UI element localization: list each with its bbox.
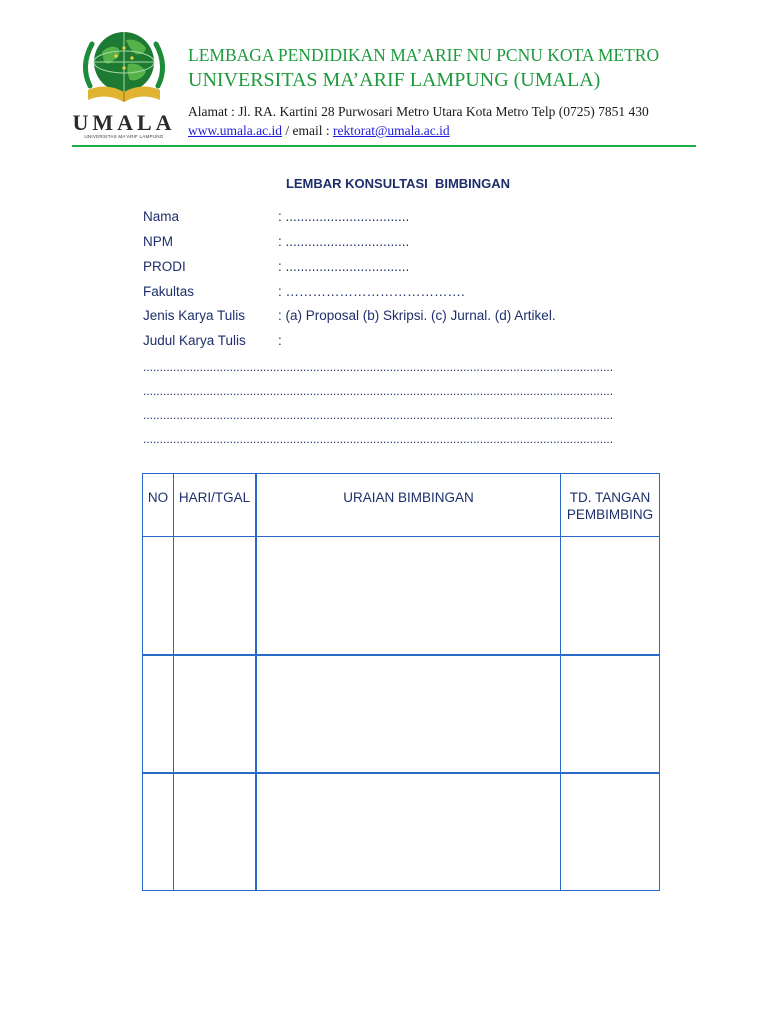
consultation-table	[142, 473, 660, 891]
row-divider	[143, 536, 659, 537]
dotted-line: .............................................................................................................................................	[143, 384, 614, 398]
logo-wordmark: UMALA	[72, 110, 176, 135]
institution-name: LEMBAGA PENDIDIKAN MA’ARIF NU PCNU KOTA METRO	[188, 45, 660, 65]
logo-subtitle: UNIVERSITAS MA'ARIF LAMPUNG	[84, 134, 164, 139]
header-uraian-bimbingan: URAIAN BIMBINGAN	[343, 490, 474, 505]
field-label: NPM	[143, 234, 173, 249]
field-label: Judul Karya Tulis	[143, 333, 246, 348]
field-label: Fakultas	[143, 284, 195, 299]
header-td-tangan: TD. TANGAN	[569, 490, 651, 505]
document-title: LEMBAR KONSULTASI BIMBINGAN	[285, 176, 511, 191]
field-label: PRODI	[143, 259, 186, 274]
dotted-line: .............................................................................................................................................	[143, 408, 614, 422]
dotted-line: .............................................................................................................................................	[143, 360, 614, 374]
dotted-line: .............................................................................................................................................	[143, 432, 614, 446]
field-value: : .................................	[278, 234, 410, 249]
umala-logo	[70, 26, 178, 144]
header-pembimbing: PEMBIMBING	[566, 507, 654, 522]
globe-book-logo-icon	[70, 26, 178, 110]
field-label: Jenis Karya Tulis	[143, 308, 246, 323]
field-value: : ………………………………….	[278, 284, 465, 299]
header-divider	[72, 145, 696, 147]
field-value: :	[278, 333, 282, 348]
row-divider	[143, 654, 659, 656]
row-divider	[143, 772, 659, 774]
field-value: : .................................	[278, 259, 410, 274]
email-link[interactable]: rektorat@umala.ac.id	[332, 123, 450, 138]
field-value: : .................................	[278, 209, 410, 224]
address-line: Alamat : Jl. RA. Kartini 28 Purwosari Metro Utara Kota Metro Telp (0725) 7851 430	[188, 104, 649, 119]
field-value: : (a) Proposal (b) Skripsi. (c) Jurnal. (d) Artikel.	[278, 308, 556, 323]
contact-line	[188, 123, 450, 139]
email-prefix: / email :	[281, 123, 333, 138]
header-hari-tgal: HARI/TGAL	[178, 490, 251, 505]
university-name: UNIVERSITAS MA’ARIF LAMPUNG (UMALA)	[188, 69, 601, 91]
header-no: NO	[147, 490, 169, 505]
website-link[interactable]: www.umala.ac.id	[188, 123, 282, 138]
field-label: Nama	[143, 209, 180, 224]
